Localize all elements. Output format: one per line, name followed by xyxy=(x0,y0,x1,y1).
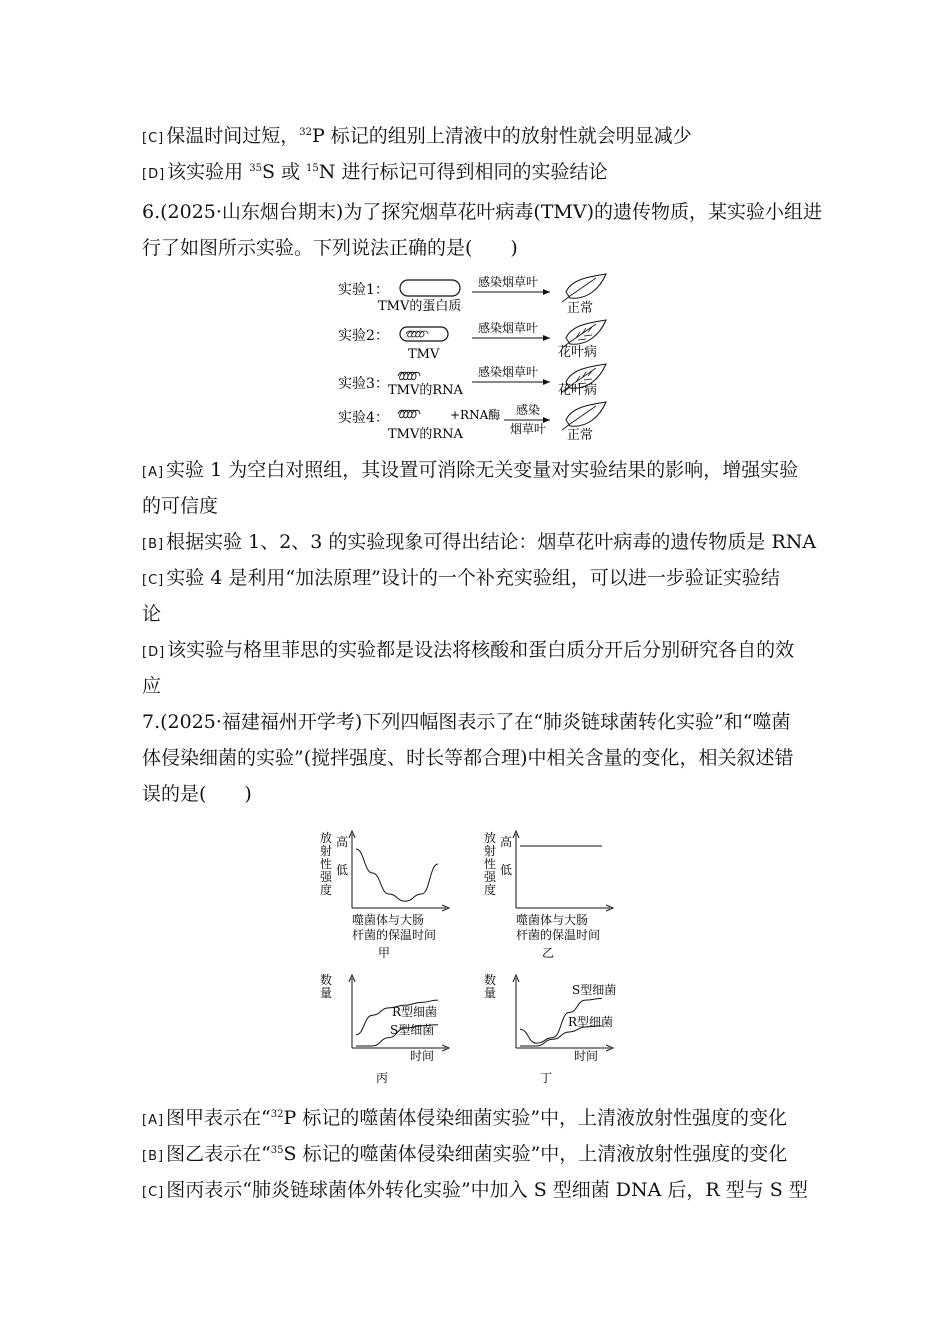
q6-option-a[interactable] xyxy=(142,458,798,485)
y-axis-label: 数 xyxy=(320,973,333,987)
option-label: [C] xyxy=(142,1185,165,1200)
y-axis-label: 放 xyxy=(320,831,333,845)
exp4-enzyme: +RNA酶 xyxy=(450,408,501,422)
exp4-label: 实验4： xyxy=(338,410,389,426)
rna-strand-icon xyxy=(398,410,420,418)
option-text: 根据实验 1、2、3 的实验现象可得出结论：烟草花叶病毒的遗传物质是 RNA xyxy=(166,531,817,553)
q7-stem-line1: 7.(2025·福建福州开学考)下列四幅图表示了在“肺炎链球菌转化实验”和“噬菌 xyxy=(142,711,791,733)
q6-option-d[interactable] xyxy=(142,638,794,665)
tmv-experiment-figure xyxy=(332,270,632,446)
x-axis-label: 时间 xyxy=(410,1049,435,1063)
y-axis-label: 性 xyxy=(320,857,333,871)
q6-stem-line1: 6.(2025·山东烟台期末)为了探究烟草花叶病毒(TMV)的遗传物质，某实验小组进 xyxy=(142,201,823,223)
q7-stem-line3: 误的是( ) xyxy=(142,783,252,805)
exp1-label: 实验1： xyxy=(338,282,389,298)
series-line xyxy=(356,849,438,901)
chart-caption: 甲 xyxy=(378,946,391,960)
y-tick-label: 高 xyxy=(500,835,513,849)
y-axis-label: 性 xyxy=(484,857,497,871)
exp3-material: TMV的RNA xyxy=(388,383,463,398)
option-text: 图丙表示“肺炎链球菌体外转化实验”中加入 S 型细菌 DNA 后，R 型与 S 型 xyxy=(166,1179,808,1201)
option-label: [C] xyxy=(142,131,165,146)
q6-option-a-cont: 的可信度 xyxy=(142,495,219,517)
normal-leaf-icon xyxy=(562,274,606,302)
option-text: 实验 1 为空白对照组，其设置可消除无关变量对实验结果的影响，增强实验 xyxy=(166,459,799,481)
protein-capsule-icon xyxy=(400,280,460,296)
q6-option-d-cont: 应 xyxy=(142,675,162,697)
option-label: [B] xyxy=(142,537,165,552)
option-text: 图乙表示在“$^{35}$S 标记的噬菌体侵染细菌实验”中，上清液放射性强度的变化 xyxy=(166,1143,788,1165)
x-axis-label: 杆菌的保温时间 xyxy=(352,928,437,942)
x-axis-label: 噬菌体与大肠 xyxy=(352,913,425,927)
q6-option-c[interactable] xyxy=(142,566,780,593)
exp4-infect-bottom: 烟草叶 xyxy=(510,422,547,436)
y-axis-label: 度 xyxy=(320,883,333,897)
q6-stem-line2: 行了如图所示实验。下列说法正确的是( ) xyxy=(142,237,518,259)
q7-option-c[interactable] xyxy=(142,1178,808,1205)
series-label: R型细菌 xyxy=(568,1015,614,1029)
q6-option-c-cont: 论 xyxy=(142,603,162,625)
y-axis-label: 度 xyxy=(484,883,497,897)
y-axis-label: 量 xyxy=(484,986,497,1000)
exp2-result: 花叶病 xyxy=(558,345,598,360)
option-text: 该实验与格里菲思的实验都是设法将核酸和蛋白质分开后分别研究各自的效 xyxy=(167,639,795,661)
series-label: S型细菌 xyxy=(390,1023,435,1037)
option-text: 该实验用 $^{35}$S 或 $^{15}$N 进行标记可得到相同的实验结论 xyxy=(167,161,608,183)
y-axis-label: 强 xyxy=(484,870,497,884)
option-text: 图甲表示在“$^{32}$P 标记的噬菌体侵染细菌实验”中，上清液放射性强度的变化 xyxy=(166,1107,788,1129)
exp4-material: TMV的RNA xyxy=(388,427,463,442)
exp4-infect-top: 感染 xyxy=(516,403,541,417)
exp2-infect: 感染烟草叶 xyxy=(478,321,539,335)
exp3-label: 实验3： xyxy=(338,376,389,392)
diseased-leaf-icon xyxy=(562,320,606,348)
q7-charts-figure xyxy=(310,822,650,1094)
chart-caption: 丁 xyxy=(540,1071,553,1085)
option-label: [A] xyxy=(142,1113,165,1128)
q5-option-c[interactable] xyxy=(142,124,692,151)
option-label: [A] xyxy=(142,465,165,480)
exp1-result: 正常 xyxy=(567,301,594,316)
x-axis-label: 时间 xyxy=(574,1049,599,1063)
exp4-result: 正常 xyxy=(567,428,594,443)
y-tick-label: 低 xyxy=(336,863,349,877)
x-axis-label: 噬菌体与大肠 xyxy=(516,913,589,927)
rna-strand-icon xyxy=(398,372,420,380)
q5-option-d[interactable] xyxy=(142,160,607,187)
option-label: [C] xyxy=(142,573,165,588)
option-label: [B] xyxy=(142,1149,165,1164)
y-axis-label: 射 xyxy=(484,844,497,858)
normal-leaf-icon xyxy=(562,402,606,430)
series-label: R型细菌 xyxy=(392,1005,438,1019)
option-text: 实验 4 是利用“加法原理”设计的一个补充实验组，可以进一步验证实验结 xyxy=(166,567,780,589)
option-label: [D] xyxy=(142,167,166,182)
x-axis-label: 杆菌的保温时间 xyxy=(516,928,601,942)
exp1-infect: 感染烟草叶 xyxy=(478,275,539,289)
chart-caption: 丙 xyxy=(376,1071,389,1085)
y-axis-label: 强 xyxy=(320,870,333,884)
y-tick-label: 高 xyxy=(336,835,349,849)
y-tick-label: 低 xyxy=(500,863,513,877)
exp3-result: 花叶病 xyxy=(558,383,598,398)
series-label: S型细菌 xyxy=(572,983,617,997)
y-axis-label: 射 xyxy=(320,844,333,858)
q6-option-b[interactable] xyxy=(142,530,816,557)
exp2-label: 实验2： xyxy=(338,328,389,344)
exp1-material: TMV的蛋白质 xyxy=(378,299,462,314)
option-text: 保温时间过短，$^{32}$P 标记的组别上清液中的放射性就会明显减少 xyxy=(166,125,692,147)
y-axis-label: 数 xyxy=(484,973,497,987)
q7-stem-line2: 体侵染细菌的实验”(搅拌强度、时长等都合理)中相关含量的变化，相关叙述错 xyxy=(142,747,794,769)
y-axis-label: 量 xyxy=(320,986,333,1000)
q7-option-b[interactable] xyxy=(142,1142,787,1169)
y-axis-label: 放 xyxy=(484,831,497,845)
q7-option-a[interactable] xyxy=(142,1106,787,1133)
chart-caption: 乙 xyxy=(542,946,555,960)
exp3-infect: 感染烟草叶 xyxy=(478,365,539,379)
option-label: [D] xyxy=(142,645,166,660)
exp2-material: TMV xyxy=(408,347,440,362)
